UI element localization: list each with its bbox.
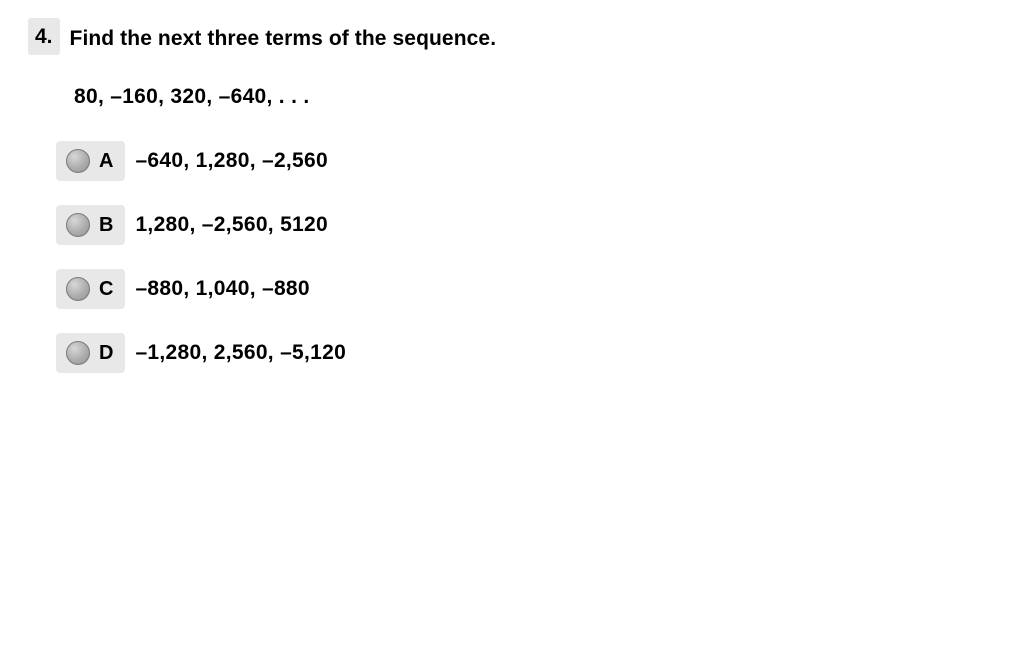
radio-button-icon[interactable] — [66, 277, 90, 301]
answer-choice-c-text: –880, 1,040, –880 — [135, 277, 310, 300]
answer-choice-d-letter: D — [99, 342, 114, 364]
answer-choice-b-tab[interactable] — [56, 205, 125, 245]
answer-choice-c-tab[interactable] — [56, 269, 125, 309]
answer-choice-b[interactable] — [56, 205, 1028, 245]
answer-choice-b-letter: B — [99, 214, 114, 236]
answer-choice-d-text: –1,280, 2,560, –5,120 — [135, 341, 347, 364]
answer-choice-a-tab[interactable] — [56, 141, 125, 181]
answer-choice-d-tab[interactable] — [56, 333, 125, 373]
answer-choice-a-text: –640, 1,280, –2,560 — [135, 149, 328, 172]
answer-choice-a-letter: A — [99, 150, 114, 172]
sequence-text: 80, –160, 320, –640, . . . — [74, 85, 310, 108]
radio-button-icon[interactable] — [66, 149, 90, 173]
answer-choice-c-letter: C — [99, 278, 114, 300]
radio-button-icon[interactable] — [66, 213, 90, 237]
question-header — [0, 0, 1028, 55]
answer-choice-b-text: 1,280, –2,560, 5120 — [135, 213, 328, 236]
answer-choice-a[interactable] — [56, 141, 1028, 181]
question-prompt: Find the next three terms of the sequence. — [69, 27, 497, 50]
radio-button-icon[interactable] — [66, 341, 90, 365]
answer-choices-list — [0, 109, 1028, 373]
question-number: 4. — [28, 18, 60, 55]
answer-choice-d[interactable] — [56, 333, 1028, 373]
answer-choice-c[interactable] — [56, 269, 1028, 309]
